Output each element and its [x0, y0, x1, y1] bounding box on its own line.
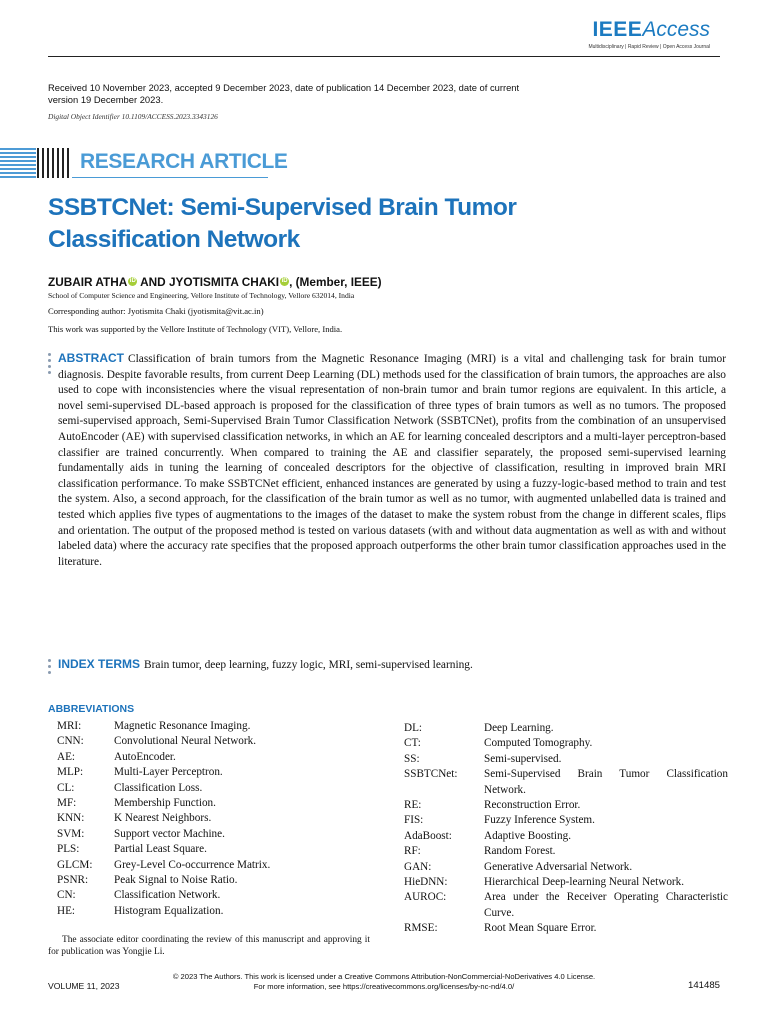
abbreviation-value: Multi-Layer Perceptron. [114, 766, 223, 779]
abbreviation-row [404, 736, 728, 751]
abbreviation-value: Semi-Supervised Brain Tumor Classification Network. [484, 768, 728, 796]
abbreviation-key: AUROC: [404, 891, 447, 904]
abbreviation-key: GAN: [404, 860, 432, 873]
abbreviations-left-column [57, 719, 357, 919]
page-number: 141485 [687, 980, 720, 991]
author-2: AND JYOTISMITA CHAKI [137, 275, 280, 289]
license-line-2[interactable]: For more information, see https://creativecommons.org/licenses/by-nc-nd/4.0/ [253, 982, 515, 991]
abbreviations-right-column [404, 721, 728, 937]
abbreviation-key: SS: [404, 752, 420, 765]
journal-brand-italic: Access [642, 18, 710, 41]
article-title: SSBTCNet: Semi-Supervised Brain Tumor Classification Network [48, 194, 517, 253]
funding-statement: This work was supported by the Vellore Institute of Technology (VIT), Vellore, India. [48, 324, 343, 334]
doi: Digital Object Identifier 10.1109/ACCESS.2023.3343126 [48, 112, 218, 121]
abbreviation-row [404, 860, 728, 875]
abbreviation-row [404, 890, 728, 921]
abbreviation-key: AE: [57, 750, 76, 763]
abbreviation-row [57, 858, 357, 873]
abbreviation-value: Semi-supervised. [484, 752, 562, 765]
abbreviation-key: AdaBoost: [404, 829, 452, 842]
index-terms-heading: INDEX TERMS [58, 657, 141, 671]
abbreviation-value: Fuzzy Inference System. [484, 814, 595, 827]
abbreviation-row [404, 798, 728, 813]
header-rule [48, 56, 720, 57]
abbreviation-value: Support vector Machine. [114, 827, 225, 840]
abbreviation-row [57, 719, 357, 734]
abbreviation-row [57, 888, 357, 903]
abbreviation-value: Computed Tomography. [484, 737, 593, 750]
abbreviation-row [404, 844, 728, 859]
abbreviation-value: Convolutional Neural Network. [114, 735, 256, 748]
license-line-1: © 2023 The Authors. This work is licensed under a Creative Commons Attribution-NonCommercial-NoDerivatives 4.0 License. [172, 972, 596, 981]
abbreviation-key: HE: [57, 904, 76, 917]
abstract [58, 351, 726, 570]
abbreviation-key: PSNR: [57, 874, 89, 887]
abbreviation-row [404, 875, 728, 890]
abbreviation-row [404, 752, 728, 767]
volume-label: VOLUME 11, 2023 [48, 981, 120, 991]
index-terms-text: Brain tumor, deep learning, fuzzy logic, MRI, semi-supervised learning. [144, 659, 473, 671]
journal-tagline: Multidisciplinary | Rapid Review | Open Access Journal [588, 44, 710, 50]
banner-underline [72, 177, 268, 178]
abbreviation-row [57, 765, 357, 780]
abbreviation-row [404, 921, 728, 936]
abbreviation-row [404, 721, 728, 736]
index-terms-dots-icon [48, 659, 52, 677]
abbreviation-value: Generative Adversarial Network. [484, 860, 633, 873]
abbreviation-key: CN: [57, 889, 76, 902]
abbreviation-row [57, 873, 357, 888]
article-type-banner [0, 145, 300, 181]
abbreviation-row [57, 734, 357, 749]
abbreviation-key: CL: [57, 781, 75, 794]
orcid-icon[interactable]: iD [281, 278, 288, 284]
abbreviation-value: Adaptive Boosting. [484, 829, 572, 842]
abbreviation-key: FIS: [404, 814, 424, 827]
abbreviation-row [57, 750, 357, 765]
abbreviation-row [404, 829, 728, 844]
abstract-dots-icon [48, 353, 52, 377]
abbreviation-value: Random Forest. [484, 845, 556, 858]
abbreviation-value: Histogram Equalization. [114, 904, 224, 917]
orcid-icon[interactable]: iD [129, 278, 136, 284]
abbreviation-key: RMSE: [404, 922, 438, 935]
abbreviation-key: MRI: [57, 720, 82, 732]
abbreviation-row [57, 904, 357, 919]
abbreviation-value: K Nearest Neighbors. [114, 812, 212, 825]
abbreviation-value: Classification Network. [114, 889, 221, 902]
abbreviation-key: SVM: [57, 827, 85, 840]
abbreviation-key: CNN: [57, 735, 84, 748]
abbreviation-value: AutoEncoder. [114, 750, 176, 763]
article-type: RESEARCH ARTICLE [80, 150, 288, 173]
abbreviation-value: Peak Signal to Noise Ratio. [114, 874, 238, 887]
affiliation: School of Computer Science and Engineering, Vellore Institute of Technology, Vellore 632014, India [48, 291, 355, 300]
banner-stripes [0, 148, 36, 178]
abbreviation-key: SSBTCNet: [404, 768, 458, 781]
abbreviation-value: Magnetic Resonance Imaging. [114, 720, 251, 732]
abbreviation-value: Grey-Level Co-occurrence Matrix. [114, 858, 271, 871]
abbreviation-key: PLS: [57, 843, 80, 856]
abbreviation-row [57, 796, 357, 811]
abbreviation-key: DL: [404, 722, 423, 734]
author-line [48, 275, 382, 289]
abbreviation-key: RE: [404, 799, 422, 812]
abbreviation-key: HieDNN: [404, 876, 448, 889]
abbreviation-key: MF: [57, 797, 77, 810]
banner-bars [37, 148, 69, 178]
journal-brand-bold: IEEE [592, 18, 643, 41]
abbreviation-key: MLP: [57, 766, 84, 779]
abbreviation-value: Membership Function. [114, 797, 216, 810]
abbreviation-value: Partial Least Square. [114, 843, 207, 856]
abbreviation-value: Deep Learning. [484, 722, 554, 734]
abbreviation-value: Root Mean Square Error. [484, 922, 597, 935]
abbreviation-row [404, 813, 728, 828]
abbreviation-value: Hierarchical Deep-learning Neural Network. [484, 876, 685, 889]
abbreviation-row [57, 842, 357, 857]
abbreviation-key: GLCM: [57, 858, 93, 871]
abbreviation-key: KNN: [57, 812, 85, 825]
abbreviation-key: RF: [404, 845, 421, 858]
abbreviation-row [57, 811, 357, 826]
abbreviations-heading: ABBREVIATIONS [48, 703, 135, 715]
editor-note: The associate editor coordinating the review of this manuscript and approving it for publication was Yongjie Li. [48, 935, 370, 958]
corresponding-author: Corresponding author: Jyotismita Chaki (jyotismita@vit.ac.in) [48, 306, 264, 316]
abbreviation-key: CT: [404, 737, 421, 750]
abbreviation-row [404, 767, 728, 798]
author-1: ZUBAIR ATHA [48, 275, 128, 289]
abstract-text: Classification of brain tumors from the Magnetic Resonance Imaging (MRI) is a vital and challenging task for brain tumor diagnosis. Despite favorable results, from current Deep Learning (DL) methods used for the classification of brain tumors, the approaches are also used to cope with inconsistencies where the visual representation of non-brain tumor and brain tumor regions are equivalent. In this article, a novel semi-supervised DL-based approach is proposed for the classification of three types of brain tumors as well as no tumors. The proposed semi-supervised approach, Semi-Supervised Brain Tumor Classification Network (SSBTCNet), profits from the combination of an unsupervised AutoEncoder (AE) with supervised classification networks, in which an AE for learning concealed descriptors and a multi-layer perceptron-based classifier are trained concurrently. When compared to training the AE and classifier separately, the proposed semi-supervised learning fundamentally aids in tuning the learning of concealed descriptors for the objective of classification, resulting in improved brain MRI classification performance. To make SSBTCNet efficient, enhanced instances are generated by using a fuzzy-logic-based method to train and test the system. Also, a second approach, for the classification of the brain tumor as well as no tumor, with augmented unlabelled data is trained and tested which applies five types of augmentations to the images of the dataset to make the system robust from the change in different scales, flips and orientation. The output of the proposed method is tested on various datasets (with and without data augmentation as well as with and without labeled data) where the accuracy rate specifies that the proposed approach outperforms the other brain tumor classification approaches used in the literature. [58, 353, 726, 568]
index-terms [58, 657, 473, 671]
abstract-heading: ABSTRACT [58, 351, 124, 365]
abbreviation-row [57, 781, 357, 796]
abbreviation-value: Classification Loss. [114, 781, 203, 794]
publication-dates: Received 10 November 2023, accepted 9 December 2023, date of publication 14 December 2023, date of current version 19 December 2023. [48, 82, 520, 105]
author-suffix: , (Member, IEEE) [289, 275, 382, 289]
abbreviation-row [57, 827, 357, 842]
abbreviation-value: Area under the Receiver Operating Characteristic Curve. [484, 891, 728, 919]
abbreviation-value: Reconstruction Error. [484, 799, 581, 812]
journal-logo [588, 18, 710, 50]
